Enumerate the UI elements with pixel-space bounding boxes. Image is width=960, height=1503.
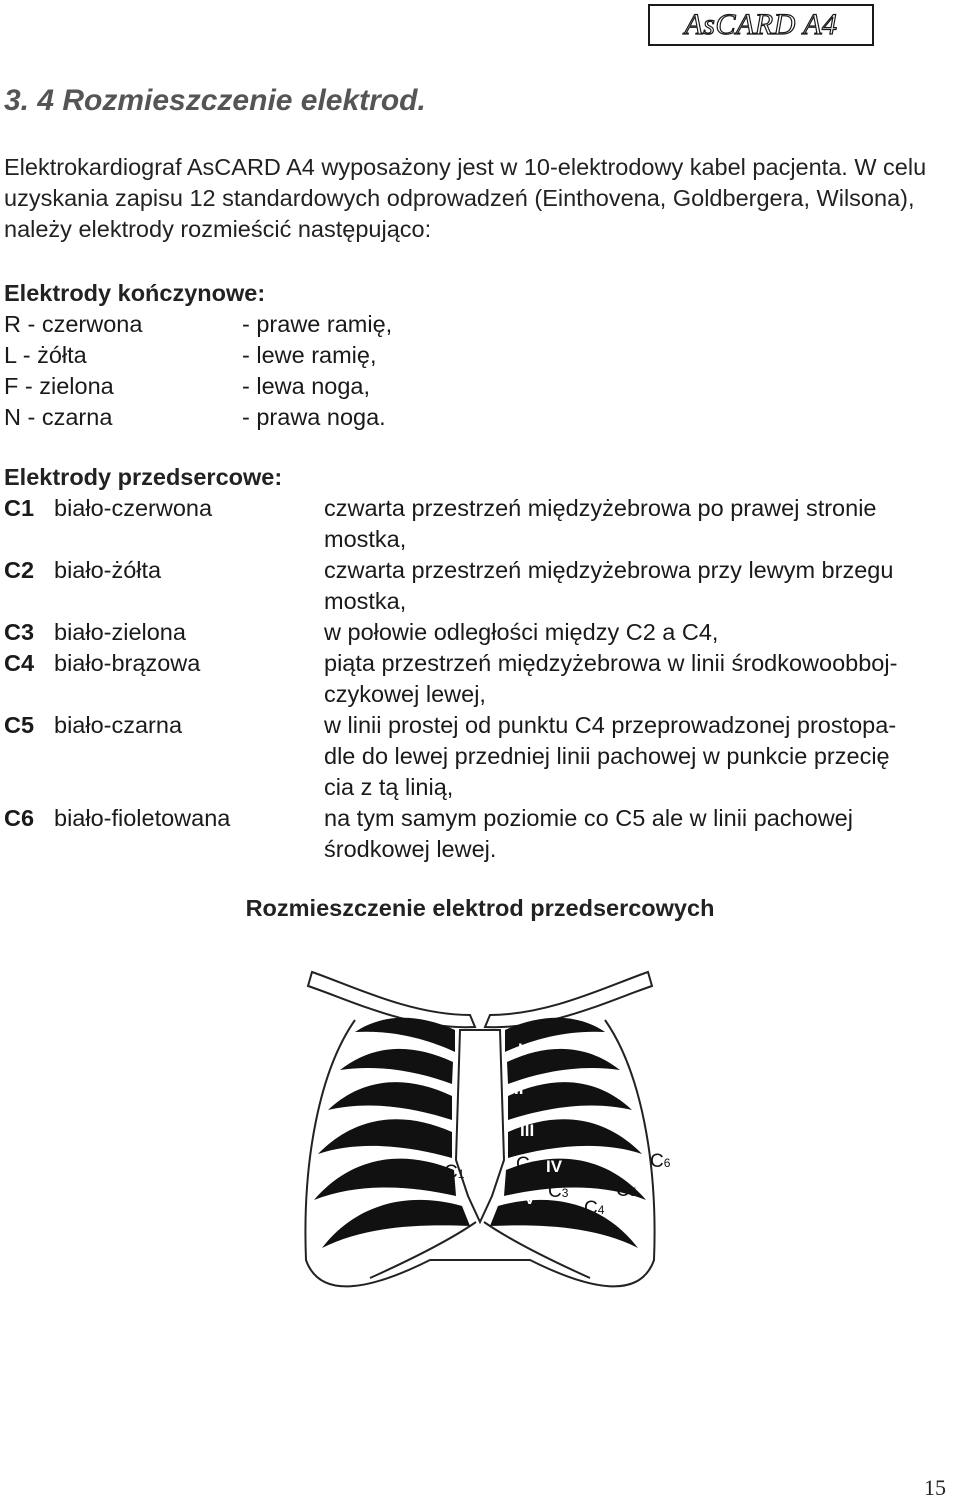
section-title: 3. 4 Rozmieszczenie elektrod. [4,84,426,117]
electrode-label-c4: C4 [584,1198,605,1219]
electrode-label-c6: C6 [650,1151,671,1172]
precordial-row [4,493,954,555]
description-line: czykowej lewej, [324,681,486,707]
precordial-row [4,617,954,648]
precordial-code: C3 [4,619,35,645]
precordial-electrodes-heading: Elektrody przedsercowe: [4,464,283,490]
description-line: na tym samym poziomie co C5 ale w linii pachowej [324,805,853,831]
precordial-description [324,648,954,710]
precordial-row [4,803,954,865]
precordial-code: C6 [4,805,35,831]
electrode-label-c3: C3 [548,1181,569,1202]
limb-place: - lewe ramię, [242,342,377,368]
description-line: w połowie odległości między C2 a C4, [324,619,719,645]
description-line: dle do lewej przedniej linii pachowej w punkcie przecię [324,743,890,769]
limb-code: R - czerwona [4,311,143,337]
roman-label: V [524,1189,536,1208]
roman-label: I [518,1040,523,1059]
description-line: czwarta przestrzeń międzyżebrowa po prawej stronie [324,495,877,521]
precordial-row [4,555,954,617]
limb-electrodes-list [4,309,392,433]
limb-row [4,402,392,433]
description-line: mostka, [324,588,407,614]
limb-code: F - zielona [4,373,114,399]
limb-place: - lewa noga, [242,373,371,399]
left-costal-margin [484,1222,590,1278]
right-costal-margin [370,1222,476,1278]
sternum-body [456,1030,504,1222]
left-space-3 [508,1082,632,1120]
limb-row [4,340,392,371]
precordial-description [324,493,954,555]
precordial-color: biało-brązowa [54,650,201,676]
precordial-description [324,617,954,648]
limb-place: - prawa noga. [242,404,386,430]
right-space-6 [322,1200,470,1248]
description-line: cia z tą linią, [324,774,454,800]
description-line: w linii prostej od punktu C4 przeprowadzonej prostopa- [324,712,897,738]
left-space-6 [490,1200,638,1248]
limb-row [4,309,392,340]
roman-label: III [520,1121,535,1140]
precordial-color: biało-żółta [54,557,162,583]
electrode-label-c5: C5 [616,1180,637,1201]
description-line: czwarta przestrzeń międzyżebrowa przy lewym brzegu [324,557,894,583]
precordial-code: C1 [4,495,35,521]
precordial-code: C2 [4,557,35,583]
limb-code: L - żółta [4,342,87,368]
precordial-description [324,803,954,865]
roman-label: IV [546,1157,563,1176]
description-line: piąta przestrzeń międzyżebrowa w linii środkowoobboj- [324,650,898,676]
page-number: 15 [924,1475,946,1500]
intro-paragraph: Elektrokardiograf AsCARD A4 wyposażony jest w 10-elektrodowy kabel pacjenta. W celu uzyskania zapisu 12 standardowych odprowadzeń (Einthovena, Goldbergera, Wilsona), należy elektrody rozmieścić następująco: [4,154,927,242]
description-line: środkowej lewej. [324,836,497,862]
precordial-row [4,710,954,803]
figure-title: Rozmieszczenie elektrod przedsercowych [245,895,715,921]
precordial-code: C5 [4,712,35,738]
brand-logo-text: AsCARD A4 [684,8,838,41]
limb-row [4,371,392,402]
precordial-row [4,648,954,710]
electrode-label-c1: C1 [444,1162,465,1183]
right-space-5 [314,1159,456,1200]
right-space-2 [340,1049,453,1084]
left-space-2 [507,1049,620,1084]
right-space-3 [328,1082,452,1120]
precordial-electrodes-list [4,493,954,865]
roman-label: II [514,1079,524,1098]
limb-code: N - czarna [4,404,113,430]
precordial-color: biało-czarna [54,712,183,738]
precordial-color: biało-czerwona [54,495,213,521]
brand-box [648,4,874,46]
rib-cage-diagram [280,960,680,1360]
clavicles [308,972,652,1027]
precordial-description [324,555,954,617]
right-space-4 [318,1119,452,1158]
electrode-label-c2: C2 [516,1154,537,1175]
sternum [456,1030,504,1222]
limb-place: - prawe ramię, [242,311,393,337]
limb-electrodes-heading: Elektrody kończynowe: [4,280,266,306]
description-line: mostka, [324,526,407,552]
precordial-color: biało-zielona [54,619,186,645]
precordial-color: biało-fioletowana [54,805,231,831]
precordial-description [324,710,954,803]
precordial-code: C4 [4,650,35,676]
